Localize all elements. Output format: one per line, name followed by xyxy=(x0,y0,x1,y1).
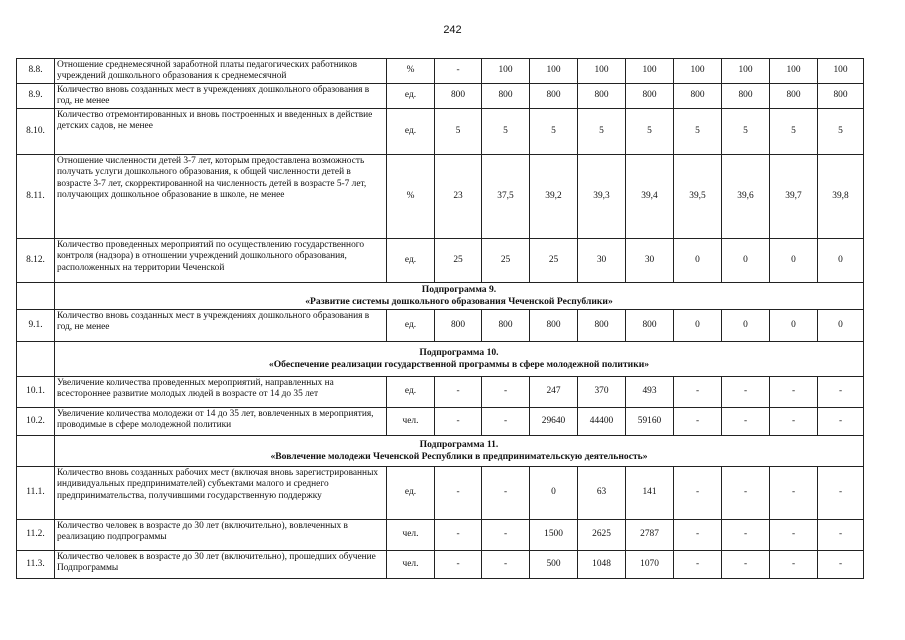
value-cell: 0 xyxy=(530,466,578,519)
value-cell: 100 xyxy=(722,59,770,84)
value-cell: 25 xyxy=(482,238,530,282)
section-header-row xyxy=(17,282,864,309)
section-header-row xyxy=(17,341,864,376)
table-row xyxy=(17,407,864,435)
value-cell: - xyxy=(482,519,530,550)
table-row xyxy=(17,519,864,550)
value-cell: 63 xyxy=(578,466,626,519)
table-row xyxy=(17,83,864,108)
unit-cell: ед. xyxy=(387,83,435,108)
unit-cell: % xyxy=(387,154,435,238)
value-cell: - xyxy=(722,466,770,519)
row-number: 11.2. xyxy=(17,519,55,550)
indicator-description: Увеличение количества проведенных мероприятий, направленных на всестороннее развитие молодых людей в возрасте от 14 до 35 лет xyxy=(55,376,387,407)
table-row xyxy=(17,550,864,578)
indicator-description: Количество вновь созданных мест в учреждениях дошкольного образования в год, не менее xyxy=(55,83,387,108)
value-cell: 493 xyxy=(626,376,674,407)
value-cell: 39,8 xyxy=(818,154,864,238)
value-cell: - xyxy=(770,550,818,578)
unit-cell: ед. xyxy=(387,376,435,407)
value-cell: - xyxy=(722,407,770,435)
value-cell: - xyxy=(435,519,482,550)
value-cell: 370 xyxy=(578,376,626,407)
value-cell: 100 xyxy=(674,59,722,84)
table-row xyxy=(17,238,864,282)
value-cell: 100 xyxy=(578,59,626,84)
indicator-description: Количество вновь созданных мест в учреждениях дошкольного образования в год, не менее xyxy=(55,309,387,341)
table-row xyxy=(17,376,864,407)
row-number: 9.1. xyxy=(17,309,55,341)
value-cell: 30 xyxy=(578,238,626,282)
value-cell: 5 xyxy=(770,108,818,154)
value-cell: - xyxy=(482,407,530,435)
value-cell: 39,4 xyxy=(626,154,674,238)
page-number: 242 xyxy=(443,24,462,36)
value-cell: - xyxy=(770,376,818,407)
value-cell: 23 xyxy=(435,154,482,238)
value-cell: 5 xyxy=(626,108,674,154)
unit-cell: ед. xyxy=(387,309,435,341)
value-cell: - xyxy=(818,519,864,550)
indicator-description: Количество человек в возрасте до 30 лет (включительно), вовлеченных в реализацию подпрограммы xyxy=(55,519,387,550)
value-cell: 1070 xyxy=(626,550,674,578)
value-cell: 39,3 xyxy=(578,154,626,238)
value-cell: - xyxy=(722,376,770,407)
value-cell: 800 xyxy=(578,83,626,108)
row-number-cell xyxy=(17,282,55,309)
unit-cell: чел. xyxy=(387,550,435,578)
value-cell: - xyxy=(482,376,530,407)
indicator-description: Увеличение количества молодежи от 14 до 35 лет, вовлеченных в мероприятия, проводимые в сфере молодежной политики xyxy=(55,407,387,435)
value-cell: 39,6 xyxy=(722,154,770,238)
value-cell: 1048 xyxy=(578,550,626,578)
value-cell: 1500 xyxy=(530,519,578,550)
value-cell: - xyxy=(674,407,722,435)
section-title-cell xyxy=(55,435,864,466)
value-cell: 800 xyxy=(770,83,818,108)
value-cell: 0 xyxy=(818,238,864,282)
subprogram-name: «Обеспечение реализации государственной программы в сфере молодежной политики» xyxy=(268,358,650,370)
value-cell: - xyxy=(674,550,722,578)
value-cell: 39,7 xyxy=(770,154,818,238)
row-number: 8.10. xyxy=(17,108,55,154)
table-row xyxy=(17,466,864,519)
row-number-cell xyxy=(17,435,55,466)
value-cell: - xyxy=(435,466,482,519)
value-cell: 800 xyxy=(626,83,674,108)
value-cell: - xyxy=(770,407,818,435)
value-cell: 800 xyxy=(435,309,482,341)
value-cell: - xyxy=(818,407,864,435)
row-number: 8.8. xyxy=(17,59,55,84)
value-cell: - xyxy=(435,550,482,578)
value-cell: 59160 xyxy=(626,407,674,435)
indicator-description: Отношение численности детей 3-7 лет, которым предоставлена возможность получать услуги дошкольного образования, к общей численности детей в возрасте 3-7 лет, скорректированной на численность детей в возрасте 5-7 лет, получающих дошкольное образование в школе, не менее xyxy=(55,154,387,238)
indicator-description: Количество вновь созданных рабочих мест (включая вновь зарегистрированных индивидуальных предпринимателей) субъектами малого и среднего предпринимательства, получившими государственную поддержку xyxy=(55,466,387,519)
value-cell: 37,5 xyxy=(482,154,530,238)
indicator-description: Количество проведенных мероприятий по осуществлению государственного контроля (надзора) в отношении учреждений дошкольного образования, расположенных на территории Чеченской xyxy=(55,238,387,282)
value-cell: 0 xyxy=(722,238,770,282)
table-row xyxy=(17,108,864,154)
value-cell: 800 xyxy=(482,309,530,341)
row-number: 11.3. xyxy=(17,550,55,578)
value-cell: 100 xyxy=(770,59,818,84)
value-cell: - xyxy=(674,376,722,407)
value-cell: - xyxy=(435,407,482,435)
value-cell: - xyxy=(770,519,818,550)
row-number-cell xyxy=(17,341,55,376)
value-cell: 2787 xyxy=(626,519,674,550)
row-number: 11.1. xyxy=(17,466,55,519)
section-header-row xyxy=(17,435,864,466)
table-row xyxy=(17,59,864,84)
section-title-cell xyxy=(55,282,864,309)
value-cell: - xyxy=(435,376,482,407)
row-number: 8.11. xyxy=(17,154,55,238)
table-row xyxy=(17,154,864,238)
value-cell: 30 xyxy=(626,238,674,282)
value-cell: 5 xyxy=(482,108,530,154)
value-cell: 800 xyxy=(674,83,722,108)
indicators-table xyxy=(16,58,864,579)
unit-cell: ед. xyxy=(387,108,435,154)
unit-cell: чел. xyxy=(387,407,435,435)
value-cell: 5 xyxy=(435,108,482,154)
subprogram-number: Подпрограмма 9. xyxy=(421,283,497,295)
value-cell: 800 xyxy=(435,83,482,108)
unit-cell: ед. xyxy=(387,466,435,519)
value-cell: 100 xyxy=(818,59,864,84)
value-cell: 800 xyxy=(530,309,578,341)
table-row xyxy=(17,309,864,341)
value-cell: - xyxy=(674,466,722,519)
value-cell: 44400 xyxy=(578,407,626,435)
value-cell: - xyxy=(818,376,864,407)
value-cell: - xyxy=(674,519,722,550)
table-body xyxy=(17,59,864,579)
indicator-description: Отношение среднемесячной заработной платы педагогических работников учреждений дошкольного образования к среднемесячной xyxy=(55,59,387,84)
value-cell: - xyxy=(722,550,770,578)
row-number: 10.2. xyxy=(17,407,55,435)
value-cell: 5 xyxy=(722,108,770,154)
row-number: 8.9. xyxy=(17,83,55,108)
value-cell: 0 xyxy=(770,309,818,341)
value-cell: 39,2 xyxy=(530,154,578,238)
value-cell: - xyxy=(482,550,530,578)
subprogram-name: «Вовлечение молодежи Чеченской Республики в предпринимательскую деятельность» xyxy=(270,450,648,462)
unit-cell: чел. xyxy=(387,519,435,550)
value-cell: 800 xyxy=(530,83,578,108)
value-cell: 247 xyxy=(530,376,578,407)
value-cell: 500 xyxy=(530,550,578,578)
unit-cell: % xyxy=(387,59,435,84)
value-cell: 0 xyxy=(818,309,864,341)
value-cell: 0 xyxy=(674,238,722,282)
indicator-description: Количество отремонтированных и вновь построенных и введенных в действие детских садов, не менее xyxy=(55,108,387,154)
value-cell: 0 xyxy=(674,309,722,341)
value-cell: - xyxy=(482,466,530,519)
value-cell: 39,5 xyxy=(674,154,722,238)
value-cell: 5 xyxy=(578,108,626,154)
value-cell: 25 xyxy=(435,238,482,282)
value-cell: 800 xyxy=(818,83,864,108)
value-cell: - xyxy=(770,466,818,519)
value-cell: 0 xyxy=(770,238,818,282)
value-cell: 800 xyxy=(722,83,770,108)
row-number: 8.12. xyxy=(17,238,55,282)
value-cell: 800 xyxy=(578,309,626,341)
value-cell: 5 xyxy=(674,108,722,154)
indicator-description: Количество человек в возрасте до 30 лет (включительно), прошедших обучение Подпрограммы xyxy=(55,550,387,578)
value-cell: 141 xyxy=(626,466,674,519)
value-cell: 2625 xyxy=(578,519,626,550)
subprogram-name: «Развитие системы дошкольного образования Чеченской Республики» xyxy=(305,295,613,307)
value-cell: - xyxy=(818,550,864,578)
row-number: 10.1. xyxy=(17,376,55,407)
value-cell: 800 xyxy=(482,83,530,108)
value-cell: 5 xyxy=(818,108,864,154)
value-cell: - xyxy=(818,466,864,519)
value-cell: - xyxy=(722,519,770,550)
value-cell: 100 xyxy=(626,59,674,84)
value-cell: 100 xyxy=(482,59,530,84)
subprogram-number: Подпрограмма 10. xyxy=(419,346,499,358)
value-cell: - xyxy=(435,59,482,84)
unit-cell: ед. xyxy=(387,238,435,282)
value-cell: 100 xyxy=(530,59,578,84)
value-cell: 5 xyxy=(530,108,578,154)
subprogram-number: Подпрограмма 11. xyxy=(419,438,499,450)
value-cell: 29640 xyxy=(530,407,578,435)
section-title-cell xyxy=(55,341,864,376)
value-cell: 0 xyxy=(722,309,770,341)
value-cell: 25 xyxy=(530,238,578,282)
value-cell: 800 xyxy=(626,309,674,341)
